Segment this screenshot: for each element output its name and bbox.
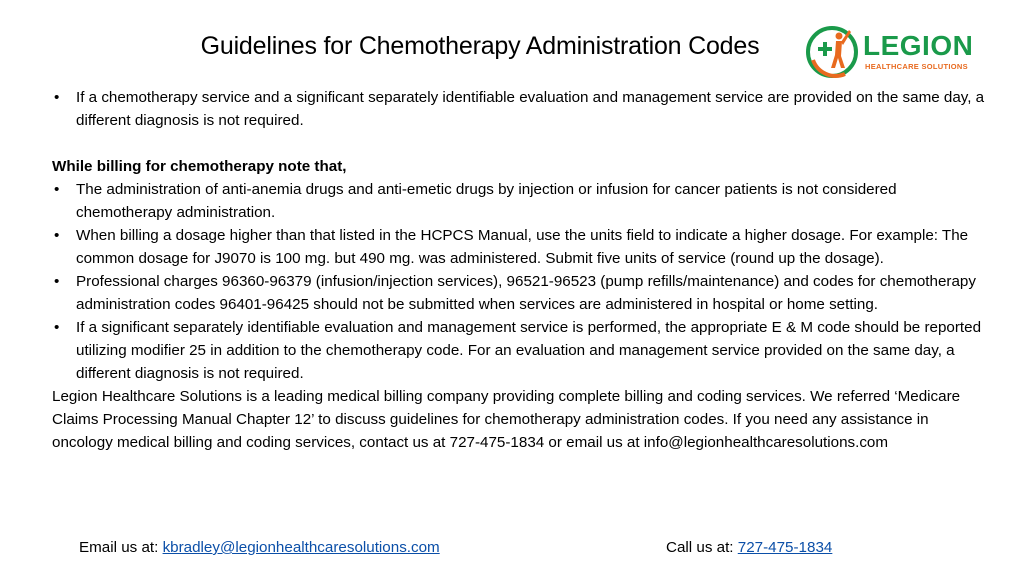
email-link[interactable]: kbradley@legionhealthcaresolutions.com <box>162 539 440 556</box>
list-item: • When billing a dosage higher than that listed in the HCPCS Manual, use the units field to indicate a higher dosage. For example: The common dosage for J9070 is 100 mg. but 490 mg. was administered. Submit five units of service (round up the dosage). <box>52 224 988 270</box>
main-content <box>52 86 988 454</box>
phone-label: Call us at: <box>666 539 738 556</box>
list-item: • The administration of anti-anemia drugs and anti-emetic drugs by injection or infusion for cancer patients is not considered chemotherapy administration. <box>52 178 988 224</box>
phone-link[interactable]: 727-475-1834 <box>737 539 833 556</box>
page-title: Guidelines for Chemotherapy Administration Codes <box>200 32 760 60</box>
email-label: Email us at: <box>79 539 163 556</box>
legion-logo <box>805 22 985 82</box>
logo-name: LEGION <box>863 30 974 61</box>
footer-phone <box>666 539 832 556</box>
note-heading: While billing for chemotherapy note that, <box>52 158 347 175</box>
footer-email <box>79 539 440 556</box>
intro-bullet: • If a chemotherapy service and a significant separately identifiable evaluation and management service are provided on the same day, a different diagnosis is not required. <box>52 86 988 132</box>
list-item: • If a significant separately identifiable evaluation and management service is performed, the appropriate E & M code should be reported utilizing modifier 25 in addition to the chemotherapy code. For an evaluation and management service provided on the same day, a different diagnosis is not required. <box>52 316 988 385</box>
logo-tagline: HEALTHCARE SOLUTIONS <box>865 62 968 71</box>
closing-paragraph: Legion Healthcare Solutions is a leading medical billing company providing complete billing and coding services. We referred ‘Medicare Claims Processing Manual Chapter 12’ to discuss guidelines for chemotherapy administration codes. If you need any assistance in oncology medical billing and coding services, contact us at 727-475-1834 or email us at info@legionhealthcaresolutions.com <box>52 388 961 451</box>
legion-logo-icon <box>805 22 861 82</box>
list-item: • Professional charges 96360-96379 (infusion/injection services), 96521-96523 (pump refills/maintenance) and codes for chemotherapy administration codes 96401-96425 should not be submitted when services are administered in hospital or home setting. <box>52 270 988 316</box>
